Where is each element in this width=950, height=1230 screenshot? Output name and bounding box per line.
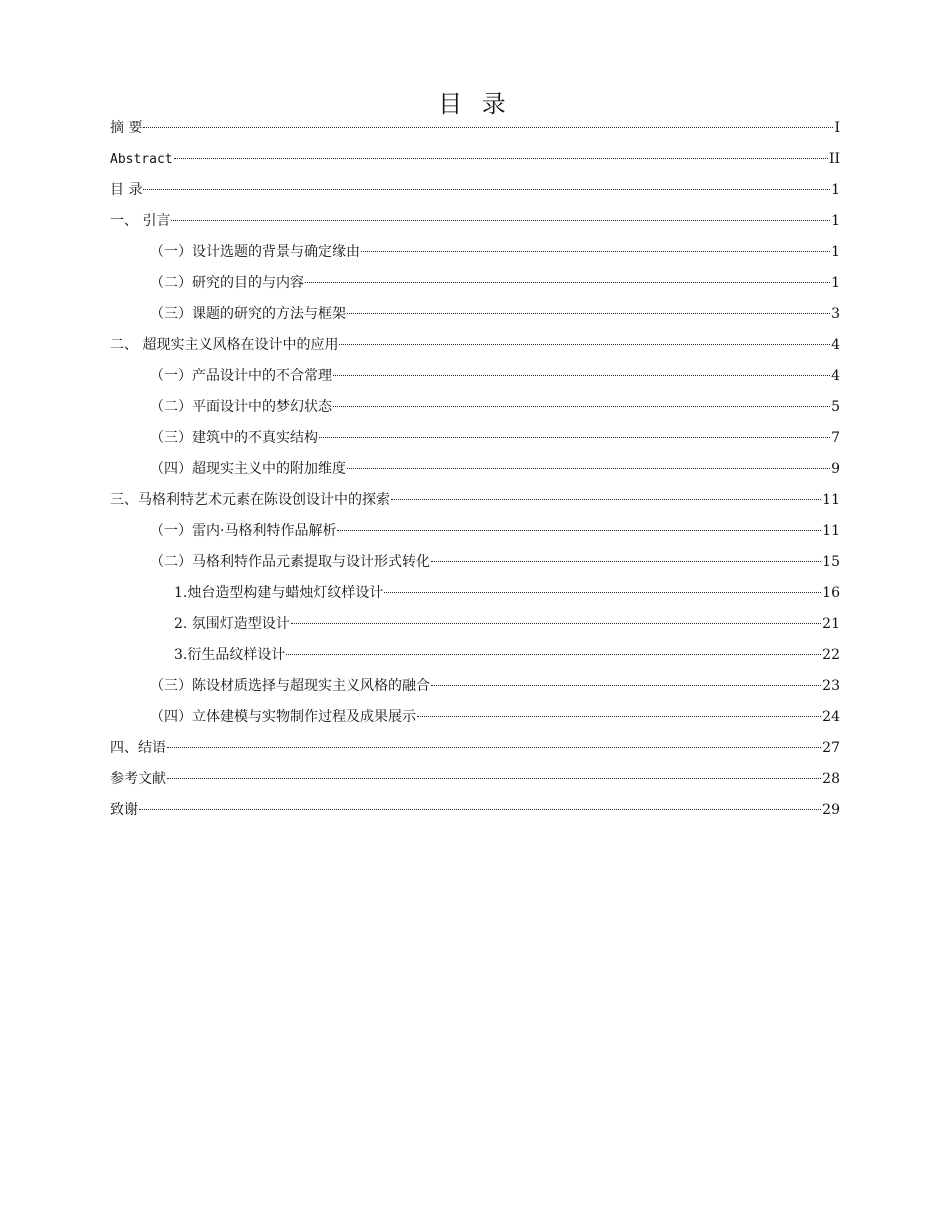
toc-entry-label: 1.烛台造型构建与蜡烛灯纹样设计: [174, 585, 384, 601]
toc-entry-section-1-2[interactable]: [110, 271, 840, 302]
page-title: 目 录: [438, 90, 512, 118]
toc-page-number: 7: [831, 430, 840, 446]
toc-page-number: 23: [822, 678, 840, 694]
toc-entry-chapter-1[interactable]: [110, 209, 840, 240]
toc-entry-label: （四）立体建模与实物制作过程及成果展示: [150, 709, 416, 725]
toc-entry-label: （二）研究的目的与内容: [150, 275, 304, 291]
toc-entry-section-2-4[interactable]: [110, 457, 840, 488]
toc-entry-label: （一）产品设计中的不合常理: [150, 368, 332, 384]
toc-dot-leader: [305, 282, 830, 283]
toc-entry-section-1-3[interactable]: [110, 302, 840, 333]
toc-entry-label: 四、结语: [110, 740, 166, 756]
toc-dot-leader: [347, 468, 830, 469]
toc-entry-section-3-2[interactable]: [110, 550, 840, 581]
toc-dot-leader: [347, 313, 830, 314]
toc-dot-leader: [319, 437, 830, 438]
toc-entry-chapter-4[interactable]: [110, 736, 840, 767]
toc-page-number: 15: [822, 554, 840, 570]
toc-page-number: 1: [831, 275, 840, 291]
toc-page-number: 21: [822, 616, 840, 632]
toc-page-number: 1: [831, 213, 840, 229]
toc-entry-label: （二）平面设计中的梦幻状态: [150, 399, 332, 415]
toc-dot-leader: [174, 158, 828, 159]
toc-page-number: 11: [822, 523, 840, 539]
toc-entry-label: 3.衍生品纹样设计: [174, 647, 286, 663]
toc-entry-label: 目 录: [110, 182, 143, 198]
toc-dot-leader: [167, 747, 821, 748]
toc-entry-label: 参考文献: [110, 771, 166, 787]
toc-dot-leader: [333, 375, 830, 376]
toc-page-number: 3: [831, 306, 840, 322]
toc-page-number: 4: [831, 337, 840, 353]
toc-page-number: 24: [822, 709, 840, 725]
toc-entry-chapter-3[interactable]: [110, 488, 840, 519]
toc-dot-leader: [361, 251, 830, 252]
toc-entry-section-3-3[interactable]: [110, 674, 840, 705]
toc-entry-label: 一、 引言: [110, 213, 171, 229]
toc-entry-label: 三、马格利特艺术元素在陈设创设计中的探索: [110, 492, 390, 508]
toc-entry-label: 二、 超现实主义风格在设计中的应用: [110, 337, 339, 353]
toc-entry-label: 2. 氛围灯造型设计: [174, 616, 290, 632]
toc-entry-section-2-2[interactable]: [110, 395, 840, 426]
toc-page-number: 16: [822, 585, 840, 601]
toc-entry-contents[interactable]: [110, 178, 840, 209]
toc-entry-label: （三）建筑中的不真实结构: [150, 430, 318, 446]
toc-entry-abstract-en[interactable]: [110, 147, 840, 178]
toc-entry-section-1-1[interactable]: [110, 240, 840, 271]
toc-dot-leader: [391, 499, 821, 500]
toc-entry-label: （二）马格利特作品元素提取与设计形式转化: [150, 554, 430, 570]
toc-entry-subsection-3-2-1[interactable]: [110, 581, 840, 612]
toc-entry-subsection-3-2-2[interactable]: [110, 612, 840, 643]
toc-entry-label: （一）设计选题的背景与确定缘由: [150, 244, 360, 260]
toc-dot-leader: [143, 127, 833, 128]
toc-page-number: 9: [831, 461, 840, 477]
toc-entry-label: （三）陈设材质选择与超现实主义风格的融合: [150, 678, 430, 694]
toc-dot-leader: [143, 189, 830, 190]
toc-page-number: 27: [822, 740, 840, 756]
toc-entry-references[interactable]: [110, 767, 840, 798]
toc-dot-leader: [139, 809, 821, 810]
toc-entry-subsection-3-2-3[interactable]: [110, 643, 840, 674]
toc-dot-leader: [286, 654, 821, 655]
toc-entry-label: （一）雷内·马格利特作品解析: [150, 523, 337, 539]
toc-page-number: II: [828, 151, 840, 167]
toc-entry-abstract-cn[interactable]: [110, 116, 840, 147]
toc-dot-leader: [171, 220, 830, 221]
toc-page-number: 5: [831, 399, 840, 415]
toc-page-number: 4: [831, 368, 840, 384]
toc-page-number: 1: [831, 244, 840, 260]
toc-page-number: 29: [822, 802, 840, 818]
toc-entry-section-2-1[interactable]: [110, 364, 840, 395]
toc-dot-leader: [291, 623, 821, 624]
toc-entry-label: Abstract: [110, 152, 173, 167]
toc-entry-label: （四）超现实主义中的附加维度: [150, 461, 346, 477]
toc-page-number: 28: [822, 771, 840, 787]
toc-entry-label: 摘 要: [110, 120, 143, 136]
table-of-contents: [110, 116, 840, 829]
toc-dot-leader: [333, 406, 830, 407]
toc-dot-leader: [339, 344, 830, 345]
toc-entry-label: （三）课题的研究的方法与框架: [150, 306, 346, 322]
toc-page-number: 11: [822, 492, 840, 508]
toc-page-number: 1: [831, 182, 840, 198]
toc-dot-leader: [337, 530, 821, 531]
toc-page-number: I: [834, 120, 840, 136]
toc-entry-section-3-4[interactable]: [110, 705, 840, 736]
toc-entry-chapter-2[interactable]: [110, 333, 840, 364]
toc-entry-section-2-3[interactable]: [110, 426, 840, 457]
toc-dot-leader: [384, 592, 821, 593]
toc-page-number: 22: [822, 647, 840, 663]
toc-dot-leader: [417, 716, 821, 717]
toc-dot-leader: [167, 778, 821, 779]
toc-entry-label: 致谢: [110, 802, 138, 818]
toc-entry-acknowledgements[interactable]: [110, 798, 840, 829]
toc-entry-section-3-1[interactable]: [110, 519, 840, 550]
toc-dot-leader: [431, 561, 821, 562]
toc-dot-leader: [431, 685, 821, 686]
